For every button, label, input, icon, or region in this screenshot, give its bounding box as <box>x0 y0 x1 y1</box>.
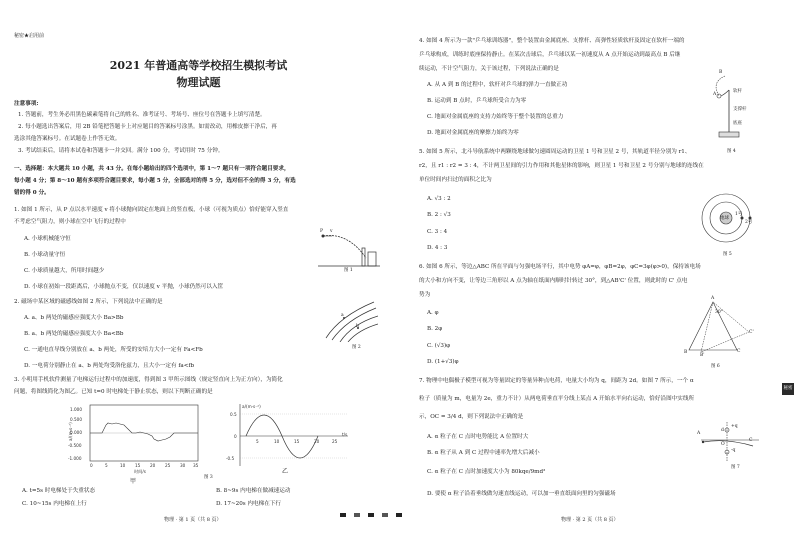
q5-stem: 5. 如图 5 所示，北斗导航系统中两颗绕地球做匀速圆周运动的卫星 1 号和卫星 2 号，其轨道半径分别为 r1、 <box>419 149 691 155</box>
page-footer: 物理 · 第 2 页（共 8 页） <box>561 517 619 523</box>
fig5-label-sat2: 2号 <box>745 220 753 225</box>
q1-option: B. 小球动量守恒 <box>24 252 66 258</box>
jia-ytick: -0.500 <box>68 443 82 448</box>
q6-stem: 势为 <box>419 292 431 298</box>
jia-xtick: 30 <box>180 463 186 468</box>
section-heading: 错的得 0 分。 <box>14 190 50 196</box>
q2-option: D. 一电荷分别静止在 a、b 两处均受洛伦兹力，且大小一定有 fa<fb <box>24 363 195 369</box>
fig2-caption: 图 2 <box>352 345 361 350</box>
print-mark <box>354 513 360 517</box>
fig4-caption: 图 4 <box>727 149 736 154</box>
yi-xtick: 25 <box>332 439 338 444</box>
fig6-label-a: A <box>711 296 715 301</box>
fig2-label-b: b <box>356 324 359 329</box>
fig6-label-angle: 30° <box>715 310 723 315</box>
yi-ylabel: a/(m·s⁻²) <box>242 404 261 409</box>
fig1-caption: 图 1 <box>344 268 353 273</box>
figure-2 <box>318 298 378 342</box>
q2-stem: 2. 磁场中某区域的磁感线如图 2 所示，下列说法中正确的是 <box>14 299 163 305</box>
q4-stem: 4. 如图 4 所示为一款"乒乓球训练器"，整个装置由金属底座、支撑杆、高弹性轻质软杆及固定在软杆一端的 <box>419 38 685 44</box>
q3-option: B. 8~9s 内电梯在做减速运动 <box>216 488 291 494</box>
q7-option: C. α 粒子在 C 点时加速度大小为 80kqe/9md² <box>427 469 546 475</box>
q3-option: A. t=5s 时电梯处于失重状态 <box>22 488 96 494</box>
note-line: 1. 答题前，考生务必用黑色碳素笔将自己的姓名、准考证号、考场号、座位号在答题卡上填写清楚。 <box>18 112 266 118</box>
q3-stem: 问题，将图线简化为图乙。已知 t=0 时电梯处于静止状态，则以下判断正确的是 <box>14 389 213 395</box>
q4-stem: 续运动，不计空气阻力，关于该过程，下列说法正确的是 <box>419 66 559 72</box>
yi-xtick: 20 <box>314 439 320 444</box>
right-page <box>397 0 794 545</box>
q4-option: C. 地面对金属底座的支持力始终等于整个装置的总重力 <box>427 114 564 120</box>
fig6-label-b-prime: B' <box>700 353 705 358</box>
figure-7 <box>697 420 763 464</box>
q2-option: B. a、b 两处的磁感应强度大小 Ba<Bb <box>24 331 124 337</box>
jia-xtick: 15 <box>135 463 141 468</box>
q1-stem: 1. 如图 1 所示，从 P 点以水平速度 v 将小球抛向固定在地面上的竖直板，小球（可视为质点）恰好能穿入竖直 <box>14 207 289 213</box>
q7-stem: 粒子（质量为 m，电量为 2e，重力不计）从两电荷垂直平分线上某点 A 开始水平向右运动，恰好沿图中实线所 <box>419 396 695 402</box>
section-heading: 每小题 4 分；第 8～10 题有多项符合题目要求，每小题 5 分，全部选对的得 5 分，选对但不全的得 3 分，有选 <box>14 178 296 184</box>
fig2-label-a: a <box>341 313 344 318</box>
q4-option: B. 运动到 B 点时，乒乓球所受合力为零 <box>427 98 527 104</box>
fig5-label-earth: 地球 <box>720 216 729 221</box>
q1-stem: 不考虑空气阻力，则小球在空中飞行的过程中 <box>14 219 126 225</box>
q4-option: A. 从 A 到 B 的过程中，软杆对乒乓球的弹力一直做正功 <box>427 82 568 88</box>
q7-stem: 示，OC = 3/4 d，则下列说法中正确的是 <box>419 414 524 420</box>
fig6-caption: 图 6 <box>711 364 720 369</box>
q3-option: D. 17~20s 内电梯在下行 <box>216 501 281 507</box>
q5-stem: r2，且 r1 : r2 = 3 : 4，不计两卫星间的引力作用和其他星体的影响，则卫星 1 号和卫星 2 号分别与地球的连线在 <box>419 163 704 169</box>
fig4-label-b: B <box>719 70 723 75</box>
fig4-label-support: 支撑杆 <box>733 107 747 112</box>
jia-xtick: 0 <box>90 463 93 468</box>
jia-xtick: 20 <box>150 463 156 468</box>
fig7-label-a: A <box>697 431 701 436</box>
fig7-label-d: d <box>721 428 724 433</box>
yi-ytick: 0.5 <box>230 412 237 417</box>
jia-xtick: 35 <box>193 463 199 468</box>
jia-xtick: 10 <box>120 463 126 468</box>
yi-xtick: 15 <box>294 439 300 444</box>
q5-stem: 单位时间内扫过的面积之比为 <box>419 177 492 183</box>
page-footer: 物理 · 第 1 页（共 8 页） <box>164 517 222 523</box>
q6-stem: 的大小和方向不变，让等边三角形以 A 点为轴在纸面内顺时针转过 30°，到△AB'C' 位置，则此时的 C' 点电 <box>419 278 688 284</box>
fig7-label-minus: -q <box>731 448 736 453</box>
q6-option: B. 2φ <box>427 326 443 332</box>
fig3-caption: 图 3 <box>204 475 213 480</box>
exam-subtitle: 物理试题 <box>176 76 221 89</box>
jia-ytick: 1.000 <box>70 407 82 412</box>
note-line: 选涂其他答案标号。在试题卷上作答无效。 <box>14 136 121 142</box>
fig4-label-a: A <box>713 92 717 97</box>
jia-xlabel: 时间/s <box>134 469 146 474</box>
jia-ytick: -1.000 <box>68 456 82 461</box>
q4-option: D. 地面对金属底座的摩擦力始终为零 <box>427 130 519 136</box>
jia-ylabel: a/(m·s⁻²) <box>68 422 73 441</box>
q1-option: D. 小球在初始一段距离后，小球抛点不变，仅以速度 v 平抛，小球仍然可以入筐 <box>24 284 224 290</box>
q6-option: A. φ <box>427 310 439 316</box>
note-line: 2. 每小题选出答案后，用 2B 铅笔把答题卡上对应题目的答案标号涂黑。如需改动，用橡皮擦干净后，再 <box>18 124 277 130</box>
fig1-label-v: v <box>330 229 333 234</box>
fig6-label-c: C <box>737 349 741 354</box>
yi-ytick: 0 <box>234 434 237 439</box>
q2-option: C. 一通电直导线分别放在 a、b 两处，所受的安培力大小一定有 Fa<Fb <box>24 347 203 353</box>
fig5-label-sat1: 1号 <box>735 212 743 217</box>
q2-option: A. a、b 两处的磁感应强度大小 Ba>Bb <box>24 315 124 321</box>
jia-xtick: 5 <box>105 463 108 468</box>
q5-option: D. 4 : 3 <box>427 245 448 251</box>
fig7-label-plus: +q <box>731 424 738 429</box>
notes-heading: 注意事项: <box>14 101 39 107</box>
figure-3-yi <box>222 400 352 470</box>
jia-label: 甲 <box>130 478 137 485</box>
q5-option: C. 3 : 4 <box>427 229 448 235</box>
fig4-label-base: 底座 <box>733 121 742 126</box>
yi-xlabel: t/s <box>342 432 348 437</box>
yi-ytick: -0.5 <box>226 456 235 461</box>
q7-stem: 7. 物理中电偶极子模型可视为等量固定的等量异种点电荷，电量大小均为 q，间距为 2d。如图 7 所示，一个 α <box>419 378 694 384</box>
fig5-caption: 图 5 <box>723 252 732 257</box>
fig4-label-softrod: 软杆 <box>733 89 742 94</box>
q7-option: A. α 粒子在 C 点时电势能比 A 位置时大 <box>427 434 529 440</box>
figure-3-jia <box>62 403 204 475</box>
secret-label: 秘密★启用前 <box>14 33 45 39</box>
q1-option: A. 小球机械能守恒 <box>24 236 71 242</box>
q6-option: D. (1+√3)φ <box>427 359 459 365</box>
print-mark <box>368 513 374 517</box>
q6-option: C. (√3)φ <box>427 343 451 349</box>
fig7-caption: 图 7 <box>731 465 740 470</box>
yi-xtick: 5 <box>256 439 259 444</box>
section-heading: 一、选择题：本大题共 10 小题，共 43 分。在每小题给出的四个选项中，第 1～7 题只有一项符合题目要求， <box>14 166 290 172</box>
q5-option: B. 2 : √3 <box>427 212 451 218</box>
print-marks <box>340 513 402 517</box>
fig7-label-c: C <box>749 438 753 443</box>
print-mark <box>382 513 388 517</box>
q7-option: D. 要使 α 粒子沿着垂线做匀速直线运动，可以加一垂直纸面向里的匀强磁场 <box>427 491 616 497</box>
q6-stem: 6. 如图 6 所示，等边△ABC 所在平面与匀强电场平行，其中电势 φA=φ，φB=2φ，φC=3φ(φ>0)，保持该电场 <box>419 264 701 270</box>
side-tab: 秘密 <box>782 383 794 395</box>
q4-stem: 乒乓球构成，训练时底座保持静止。在某次击球后，乒乓球以某一初速度从 A 点开始运动到最高点 B 后继 <box>419 52 681 58</box>
exam-title: 2021 年普通高等学校招生模拟考试 <box>109 59 288 72</box>
fig1-label-p: P <box>320 229 324 234</box>
jia-ytick: 0.000 <box>70 430 82 435</box>
fig6-label-c-prime: C' <box>749 330 754 335</box>
q5-option: A. √3 : 2 <box>427 196 451 202</box>
jia-xtick: 25 <box>165 463 171 468</box>
q3-stem: 3. 小明用手机软件测量了电梯运行过程中的加速度，得到图 3 甲所示图线（规定竖直向上为正方向），为简化 <box>14 377 283 383</box>
fig7-label-o: O <box>721 442 725 447</box>
yi-xtick: 10 <box>274 439 280 444</box>
note-line: 3. 考试结束后，请将本试卷和答题卡一并交回。满分 100 分，考试用时 75 分钟。 <box>18 148 224 154</box>
q3-option: C. 10~15s 内电梯在上行 <box>22 501 87 507</box>
jia-ytick: 0.500 <box>70 417 82 422</box>
yi-label: 乙 <box>282 468 289 475</box>
q1-option: C. 小球质量越大，所用时间越少 <box>24 268 105 274</box>
print-mark <box>340 513 346 517</box>
q7-option: B. α 粒子从 A 到 C 过程中速率先增大后减小 <box>427 450 540 456</box>
fig6-label-b: B <box>684 350 688 355</box>
